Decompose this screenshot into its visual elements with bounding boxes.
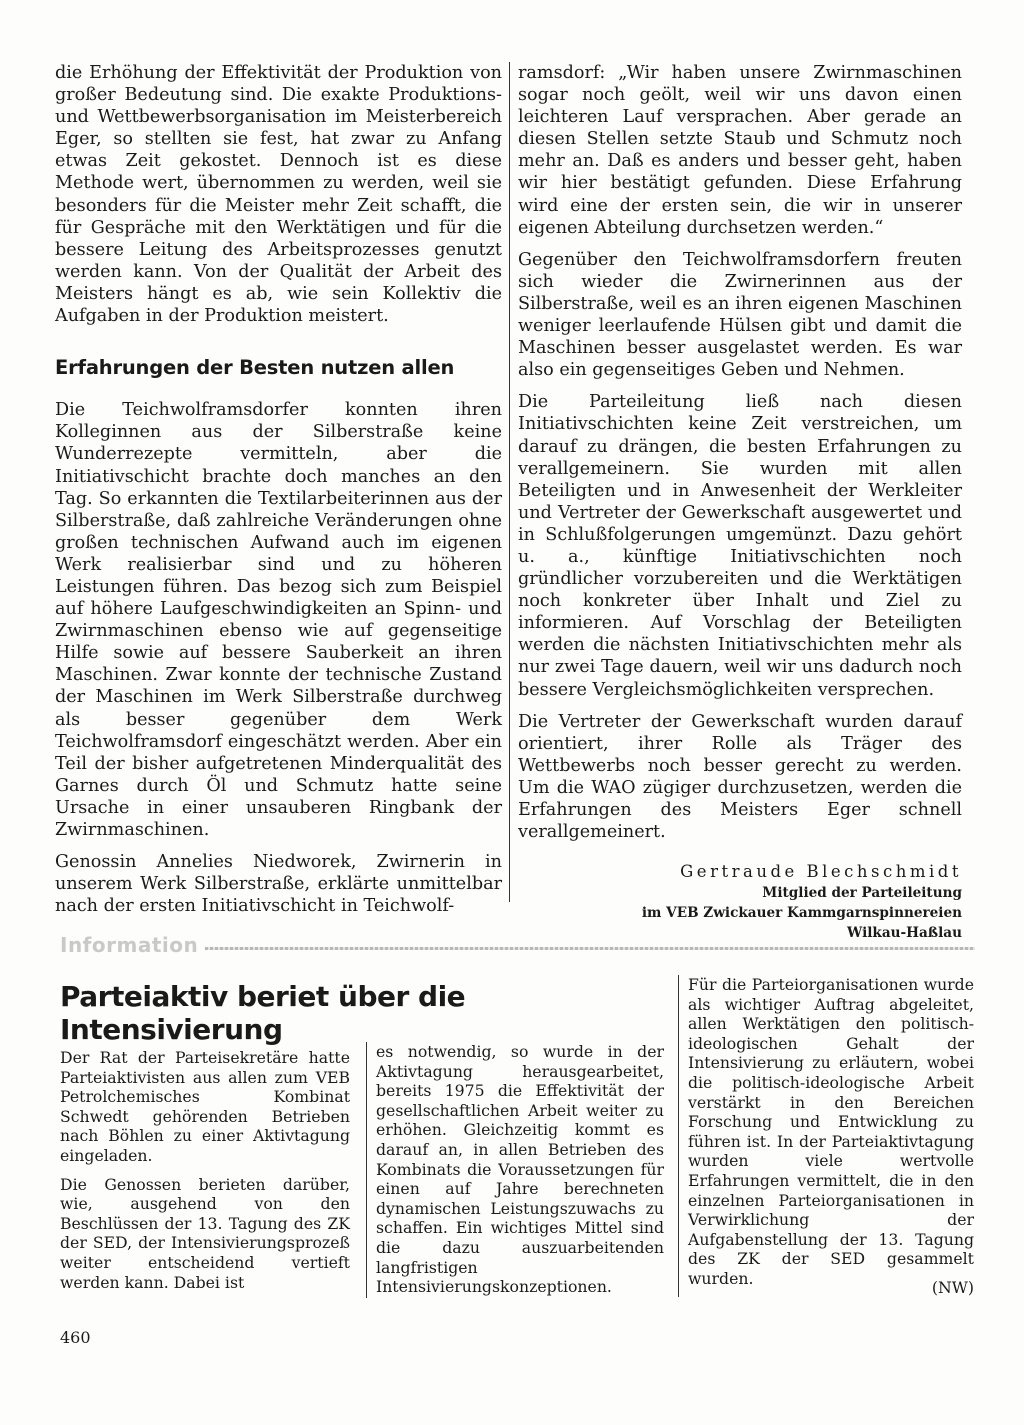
paragraph: Gegenüber den Teichwolframsdorfern freuten sich wieder die Zwirnerinnen aus der Silberstraße, weil es an ihren eigenen Maschinen weniger leerlaufende Hülsen gibt und damit die Maschinen besser ausgelastet werden. Es war also ein gegenseitiges Geben und Nehmen. <box>518 249 962 381</box>
column-divider <box>366 1042 367 1298</box>
article1-column-2 <box>518 62 962 943</box>
article2-column-2 <box>376 1042 664 1306</box>
page-number: 460 <box>60 1328 91 1347</box>
author-role: Mitglied der Parteileitung <box>762 885 962 902</box>
paragraph: Für die Parteiorganisationen wurde als wichtiger Auftrag abgeleitet, allen Werktätigen den politisch-ideologischen Gehalt der Intensivierung zu erläutern, wobei die politisch-ideologische Arbeit verstärkt in den Bereichen Forschung und Entwicklung zu führen ist. In der Parteiaktivtagung wurden viele wertvolle Erfahrungen vermittelt, die in den einzelnen Parteiorganisationen in Verwirklichung der Aufgabenstellung der 13. Tagung des ZK der SED gesammelt wurden. <box>688 975 974 1288</box>
paragraph: die Erhöhung der Effektivität der Produktion von großer Bedeutung sind. Die exakte Produktions- und Wettbewerbsorganisation im Meisterbereich Eger, so stellten sie fest, hat zwar zu Anfang etwas Zeit gekostet. Dennoch ist es diese Methode wert, übernommen zu werden, weil sie besonders für die Meister mehr Zeit schafft, die für Gespräche mit den Werktätigen und für die bessere Leitung des Arbeitsprozesses genutzt werden kann. Von der Qualität der Arbeit des Meisters hängt es ab, wie sein Kollektiv die Aufgaben in der Produktion meistert. <box>55 63 502 327</box>
paragraph: es notwendig, so wurde in der Aktivtagung herausgearbeitet, bereits 1975 die Effektivität der gesellschaftlichen Arbeit weiter zu erhöhen. Gleichzeitig kommt es darauf an, in allen Betrieben des Kombinats die Voraussetzungen für einen auf Jahre berechneten dynamischen Leistungszuwachs zu schaffen. Ein wichtiges Mittel sind die dazu auszuarbeitenden langfristigen Intensivierungskonzeptionen. <box>376 1042 664 1297</box>
paragraph: Der Rat der Parteisekretäre hatte Parteiaktivisten aus allen zum VEB Petrolchemisches Kombinat Schwedt gehörenden Betrieben nach Böhlen zu einer Aktivtagung eingeladen. <box>60 1048 350 1165</box>
paragraph: Genossin Annelies Niedworek, Zwirnerin in unserem Werk Silberstraße, erklärte unmittelbar nach der ersten Initiativschicht in Teichwolf- <box>55 852 502 917</box>
info-section-label: Information <box>60 933 199 957</box>
article2-column-1 <box>60 1048 350 1301</box>
paragraph: Die Vertreter der Gewerkschaft wurden darauf orientiert, ihrer Rolle als Träger des Wettbewerbs noch besser gerecht zu werden. Um die WAO zügiger durchzusetzen, werden die Erfahrungen des Meisters Eger schnell verallgemeinert. <box>518 711 962 843</box>
paragraph: Die Parteileitung ließ nach diesen Initiativschichten keine Zeit verstreichen, um darauf zu drängen, die besten Erfahrungen zu verallgemeinern. Sie wurden mit allen Beteiligten und in Anwesenheit der Werkleiter und Vertreter der Gewerkschaft ausgewertet und in Schlußfolgerungen umgemünzt. Dazu gehört u. a., künftige Initiativschichten noch gründlicher vorzubereiten und die Werktätigen noch konkreter über Inhalt und Ziel zu informieren. Auf Vorschlag der Beteiligten werden die nächsten Initiativschichten mehr als nur zwei Tage dauern, weil wir uns dadurch noch bessere Vergleichsmöglichkeiten versprechen. <box>518 392 962 700</box>
column-divider <box>509 62 510 902</box>
section-heading: Erfahrungen der Besten nutzen allen <box>55 356 455 380</box>
article1-column-1 <box>55 62 502 927</box>
author-name: Gertraude Blechschmidt <box>680 862 962 882</box>
author-initials: (NW) <box>931 1277 974 1297</box>
paragraph: Die Genossen berieten darüber, wie, ausgehend von den Beschlüssen der 13. Tagung des ZK der SED, der Intensivierungsprozeß weiter entscheidend vertieft werden kann. Dabei ist <box>60 1174 350 1292</box>
section-rule <box>205 947 975 950</box>
author-location: Wilkau-Haßlau <box>847 925 962 942</box>
column-divider <box>678 975 679 1297</box>
article2-title: Parteiaktiv beriet über die Intensivierung <box>60 980 466 1046</box>
paragraph: Die Teichwolframsdorfer konnten ihren Kolleginnen aus der Silberstraße keine Wunderrezepte vermitteln, aber die Initiativschicht brachte doch manches an den Tag. So erkannten die Textilarbeiterinnen aus der Silberstraße, daß zahlreiche Veränderungen ohne großen technischen Aufwand auch im eigenen Werk realisierbar sind und zu höheren Leistungen führen. Das bezog sich zum Beispiel auf höhere Laufgeschwindigkeiten an Spinn- und Zwirnmaschinen ebenso wie auf gegenseitige Hilfe sowie auf bessere Sauberkeit an ihren Maschinen. Zwar konnte der technische Zustand der Maschinen im Werk Silberstraße durchweg als besser gegenüber dem Werk Teichwolframsdorf eingeschätzt werden. Aber ein Teil der bisher aufgetretenen Minderqualität des Garnes durch Öl und Schmutz hatte seine Ursache in einer unsauberen Ringbank der Zwirnmaschinen. <box>55 400 502 840</box>
author-affiliation: im VEB Zwickauer Kammgarnspinnereien <box>641 905 962 922</box>
paragraph: ramsdorf: „Wir haben unsere Zwirnmaschinen sogar noch geölt, weil wir uns davon einen leichteren Lauf versprachen. Aber gerade an diesen Stellen setzte Staub und Schmutz noch mehr an. Daß es anders und besser geht, haben wir hier bestätigt gefunden. Diese Erfahrung wird eine der ersten sein, die wir in unserer eigenen Abteilung durchsetzen werden.“ <box>518 63 962 238</box>
article2-column-3 <box>688 975 974 1298</box>
